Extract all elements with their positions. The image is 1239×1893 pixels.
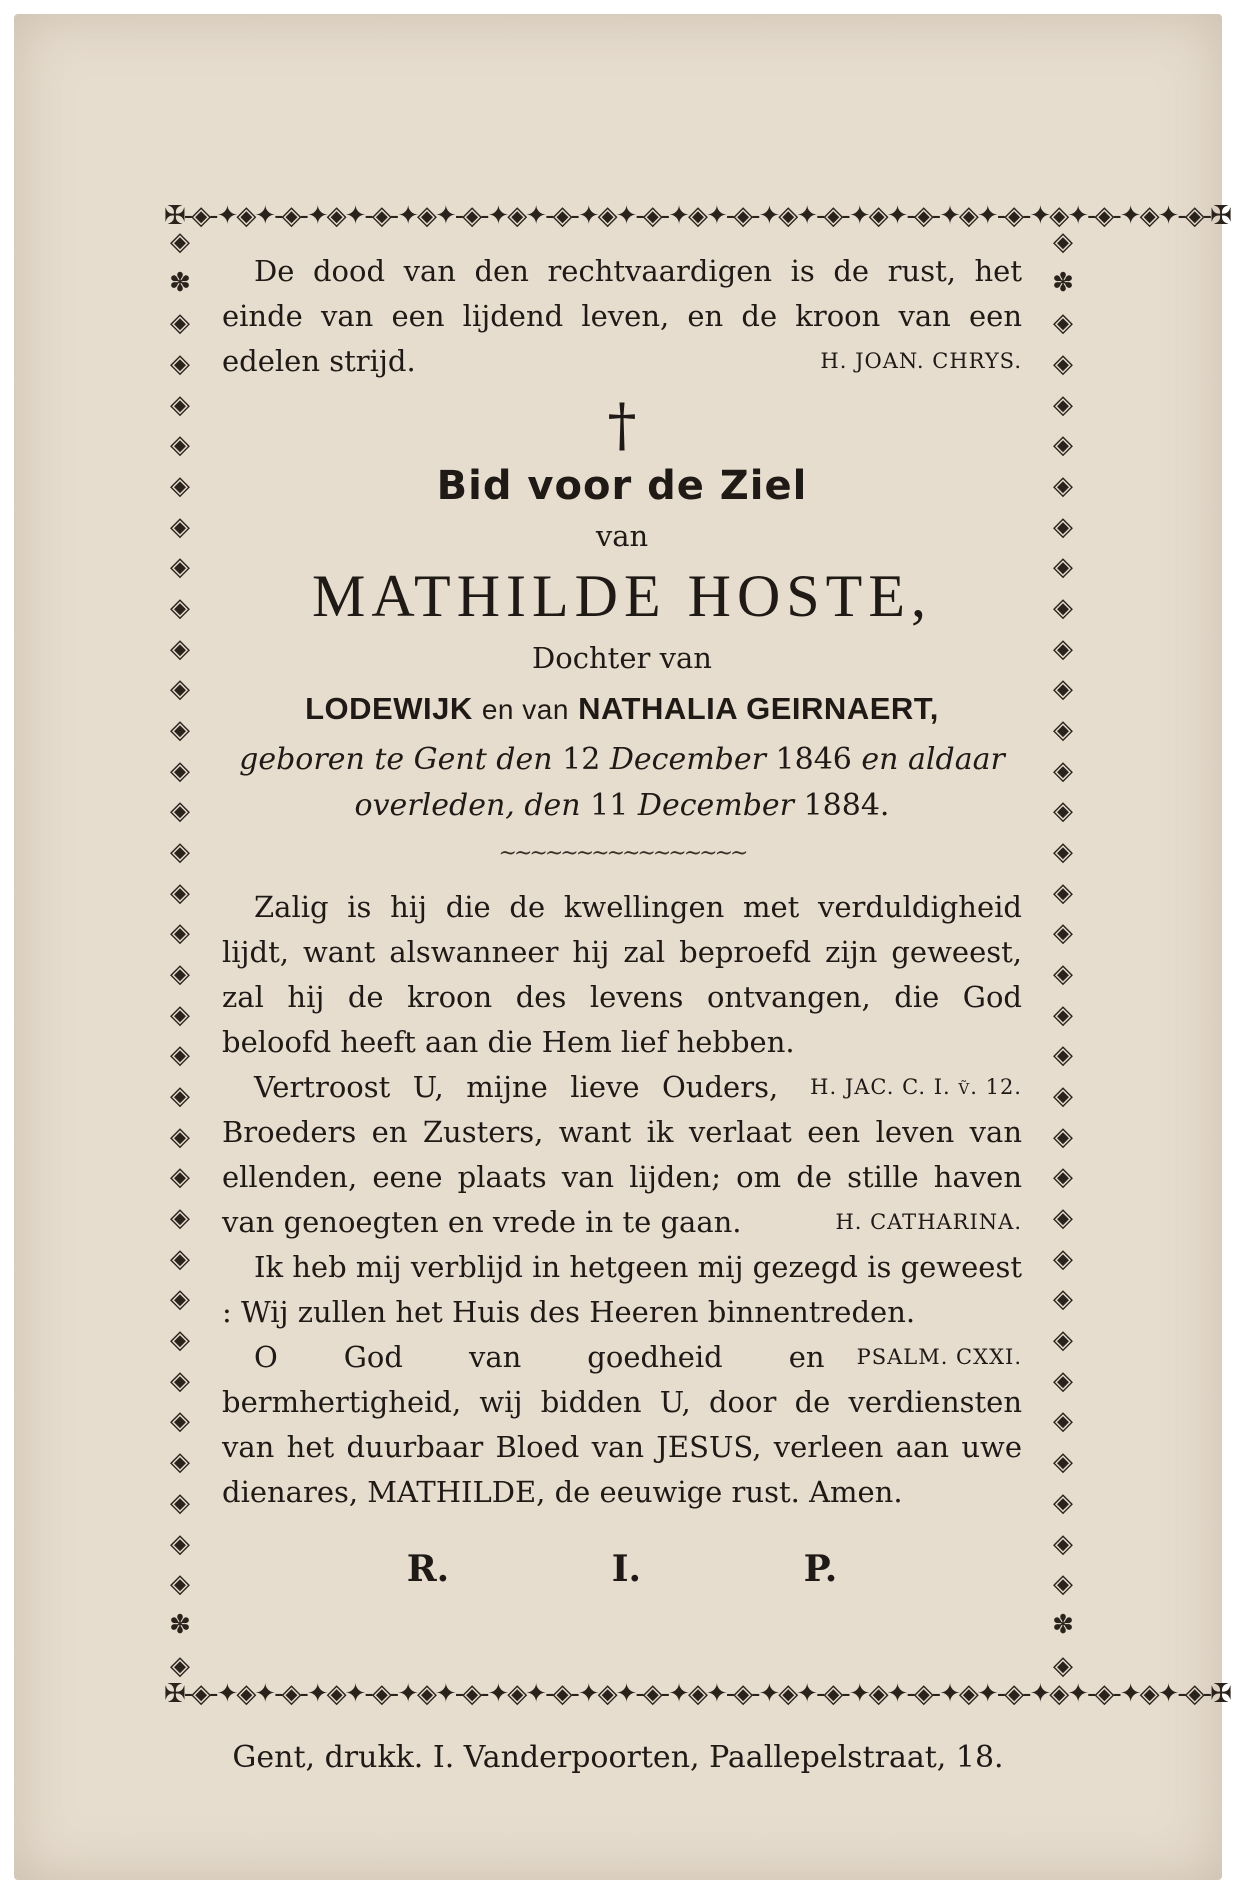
born-text: geboren te Gent den: [239, 742, 553, 777]
opening-quote: [222, 249, 1022, 384]
wavy-divider: ~~~~~~~~~~~~~~~~: [498, 841, 746, 866]
prayer-heading: Bid voor de Ziel: [436, 463, 808, 509]
death-day: 11: [590, 788, 629, 823]
daughter-of-label: Dochter van: [532, 641, 712, 675]
opening-quote-source: H. JOAN. CHRYS.: [820, 349, 1022, 373]
birth-day: 12: [562, 742, 601, 777]
birth-month: December: [609, 742, 766, 777]
opening-quote-text: De dood van den rechtvaardigen is de rust, het einde van een lijdend leven, en de kroon van een edelen strijd.: [222, 254, 1022, 378]
van-label: van: [595, 519, 649, 553]
quote-catharina-text: Vertroost U, mijne lieve Ouders, Broeders en Zusters, want ik verlaat een leven van ellenden, eene plaats van lijden; om de stille haven van genoegten en vrede in te gaan.: [222, 1070, 1022, 1239]
border-bottom-ornament: ✠-◈-✦◈✦-◈-✦◈✦-◈-✦◈✦-◈-✦◈✦-◈-✦◈✦-◈-✦◈✦-◈-✦◈✦-◈-✦◈✦-◈-✦◈✦-◈-✦◈✦-◈-✦◈✦-◈-✠: [164, 1679, 1230, 1709]
cross-icon: †: [607, 391, 637, 459]
quote-psalm: [222, 1245, 1022, 1369]
death-year: 1884.: [803, 788, 890, 823]
quote-catharina-source: H. CATHARINA.: [835, 1210, 1022, 1234]
died-text: overleden, den: [354, 788, 581, 823]
quote-psalm-source: PSALM. CXXI.: [856, 1345, 1022, 1369]
card-text: [222, 249, 1022, 1592]
quote-jacob: [222, 885, 1022, 1099]
quote-psalm-text: Ik heb mij verblijd in hetgeen mij gezegd is geweest : Wij zullen het Huis des Heeren binnentreden.: [222, 1250, 1022, 1329]
rip-initials: R. I. P.: [406, 1548, 838, 1590]
en-van-label: en van: [481, 694, 569, 725]
border-top-ornament: ✠-◈-✦◈✦-◈-✦◈✦-◈-✦◈✦-◈-✦◈✦-◈-✦◈✦-◈-✦◈✦-◈-✦◈✦-◈-✦◈✦-◈-✦◈✦-◈-✦◈✦-◈-✦◈✦-◈-✠: [164, 201, 1230, 231]
parents: [222, 682, 1022, 737]
mother-name: NATHALIA GEIRNAERT,: [578, 691, 939, 726]
closing-prayer-text: O God van goedheid en bermhertigheid, wij bidden U, door de verdiensten van het duurbaar Bloed van JESUS, verleen aan uwe dienares, MATHILDE, de eeuwige rust. Amen.: [222, 1340, 1022, 1509]
memorial-card: [14, 14, 1230, 1880]
border-left-ornament: ◈ ✽ ◈ ◈ ◈ ◈ ◈ ◈ ◈ ◈ ◈ ◈ ◈ ◈ ◈ ◈ ◈ ◈ ◈ ◈ ◈ ◈ ◈ ◈ ◈ ◈ ◈ ◈ ◈ ◈ ◈ ◈ ◈ ◈ ✽ ◈: [169, 227, 191, 1681]
death-month: December: [637, 788, 795, 823]
aldaar-text: en aldaar: [861, 742, 1005, 777]
father-name: LODEWIJK: [305, 691, 473, 726]
birth-death-dates: [222, 737, 1022, 829]
quote-jacob-text: Zalig is hij die de kwellingen met verduldigheid lijdt, want alswanneer hij zal beproefd zijn geweest, zal hij de kroon des levens ontvangen, die God beloofd heeft aan die Hem lief hebben.: [222, 890, 1022, 1059]
printer-imprint: Gent, drukk. I. Vanderpoorten, Paallepelstraat, 18.: [232, 1740, 1004, 1775]
ornamental-border: [164, 199, 1230, 1711]
deceased-name: MATHILDE HOSTE,: [312, 563, 932, 629]
border-right-ornament: ◈ ✽ ◈ ◈ ◈ ◈ ◈ ◈ ◈ ◈ ◈ ◈ ◈ ◈ ◈ ◈ ◈ ◈ ◈ ◈ ◈ ◈ ◈ ◈ ◈ ◈ ◈ ◈ ◈ ◈ ◈ ◈ ◈ ◈ ✽ ◈: [1052, 227, 1074, 1681]
birth-year: 1846: [775, 742, 852, 777]
quote-jacob-source: H. JAC. C. I. ṽ. 12.: [810, 1075, 1022, 1099]
